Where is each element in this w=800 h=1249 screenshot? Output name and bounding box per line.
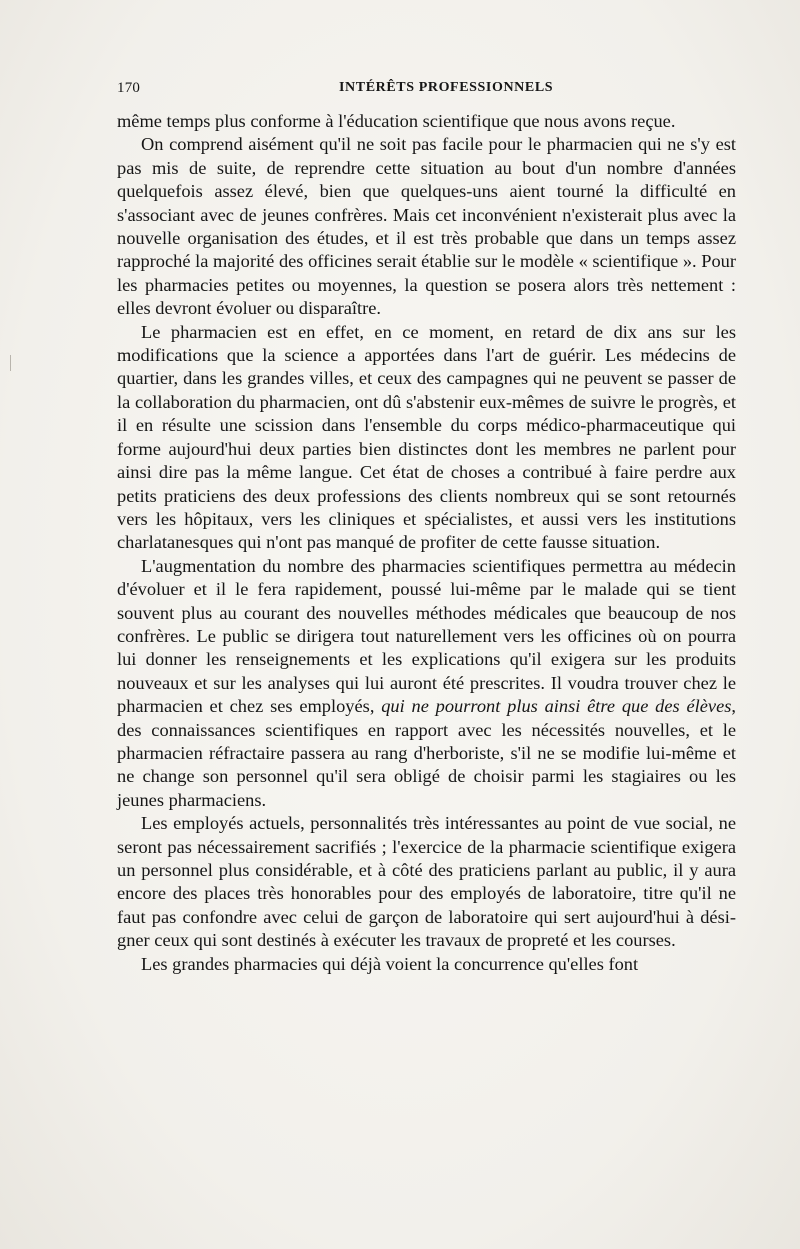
paragraph-retard-science: Le pharmacien est en effet, en ce moment, en retard de dix ans sur les modifications que la science a apportées dans l'art de guérir. Les médecins de quartier, dans les grandes villes, et ceux des campagnes qui ne peuvent se passer de la collaboration du pharmacien, ont dû s'abstenir eux-mêmes de suivre le progrès, et il en résulte une scission dans l'ensemble du corps médico-pharmaceutique qui forme aujourd'hui deux parties bien distinctes dont les membres ne parlent pour ainsi dire pas la même langue. Cet état de choses a contribué à faire perdre aux petits praticiens des deux professions des clients nombreux qui se sont retournés vers les hôpitaux, vers les cliniques et spécialistes, et aussi vers les institutions charlatanesques qui n'ont pas manqué de profiter de cette fausse situation.	[117, 321, 736, 553]
running-title: INTÉRÊTS PROFESSIONNELS	[339, 80, 554, 95]
page-number: 170	[117, 80, 141, 96]
paragraph-employes-actuels: Les employés actuels, personnalités très intéressantes au point de vue social, ne seront pas nécessairement sacrifiés ; l'exercice de la pharmacie scientifique exigera un personnel plus considérable, et à côté des praticiens parlant au public, il y aura encore des places très honorables pour des employés de laboratoire, titre qu'il ne faut pas confondre avec celui de garçon de laboratoire qui sert aujourd'hui à désigner ceux qui sont destinés à exécuter les travaux de propreté et les courses.	[117, 813, 736, 951]
margin-mark	[10, 355, 11, 371]
paragraph-continuation: même temps plus conforme à l'éducation scientifique que nous avons reçue.	[117, 111, 676, 131]
running-header	[117, 78, 736, 98]
paragraph-pharmacien-situation: On comprend aisément qu'il ne soit pas facile pour le pharmacien qui ne s'y est pas mis de suite, de reprendre cette situation au bout d'un nombre d'années quelquefois assez élevé, bien que quelques-uns aient tourné la difficulté en s'associant avec de jeunes confrères. Mais cet inconvénient n'existerait plus avec la nouvelle organisation des études, et il est très probable que dans un temps assez rapproché la majorité des officines serait établie sur le modèle « scientifique ». Pour les pharmacies petites ou moyennes, la question se posera alors très nettement : elles devront évoluer ou disparaître.	[117, 134, 736, 319]
paragraph-augmentation	[117, 555, 736, 812]
paragraph-augmentation-part1: L'augmentation du nombre des pharmacies scientifiques permettra au médecin d'évoluer et il le fera rapidement, poussé lui-même par le malade qui se tient souvent plus au courant des nouvelles méthodes médicales que beaucoup de nos confrères. Le public se dirigera tout naturellement vers les officines où on pourra lui donner les renseignements et les explications qu'il exigera sur les produits nouveaux et sur les analyses qui lui auront été prescrites. Il voudra trouver chez le pharmacien et chez ses employés,	[117, 555, 736, 717]
paragraph-augmentation-italic: qui ne pourront plus ainsi être que des élèves	[381, 696, 732, 717]
paragraph-augmentation-part2: , des connaissances scientifiques en rapport avec les nécessités nouvelles, et le pharmacien réfractaire passera au rang d'herboriste, s'il ne se modifie lui-même et ne change son personnel qu'il sera obligé de choisir parmi les stagiaires ou les jeunes pharmaciens.	[117, 696, 736, 810]
paragraph-grandes-pharmacies: Les grandes pharmacies qui déjà voient la concurrence qu'elles font	[141, 953, 639, 974]
body-text	[117, 110, 736, 976]
